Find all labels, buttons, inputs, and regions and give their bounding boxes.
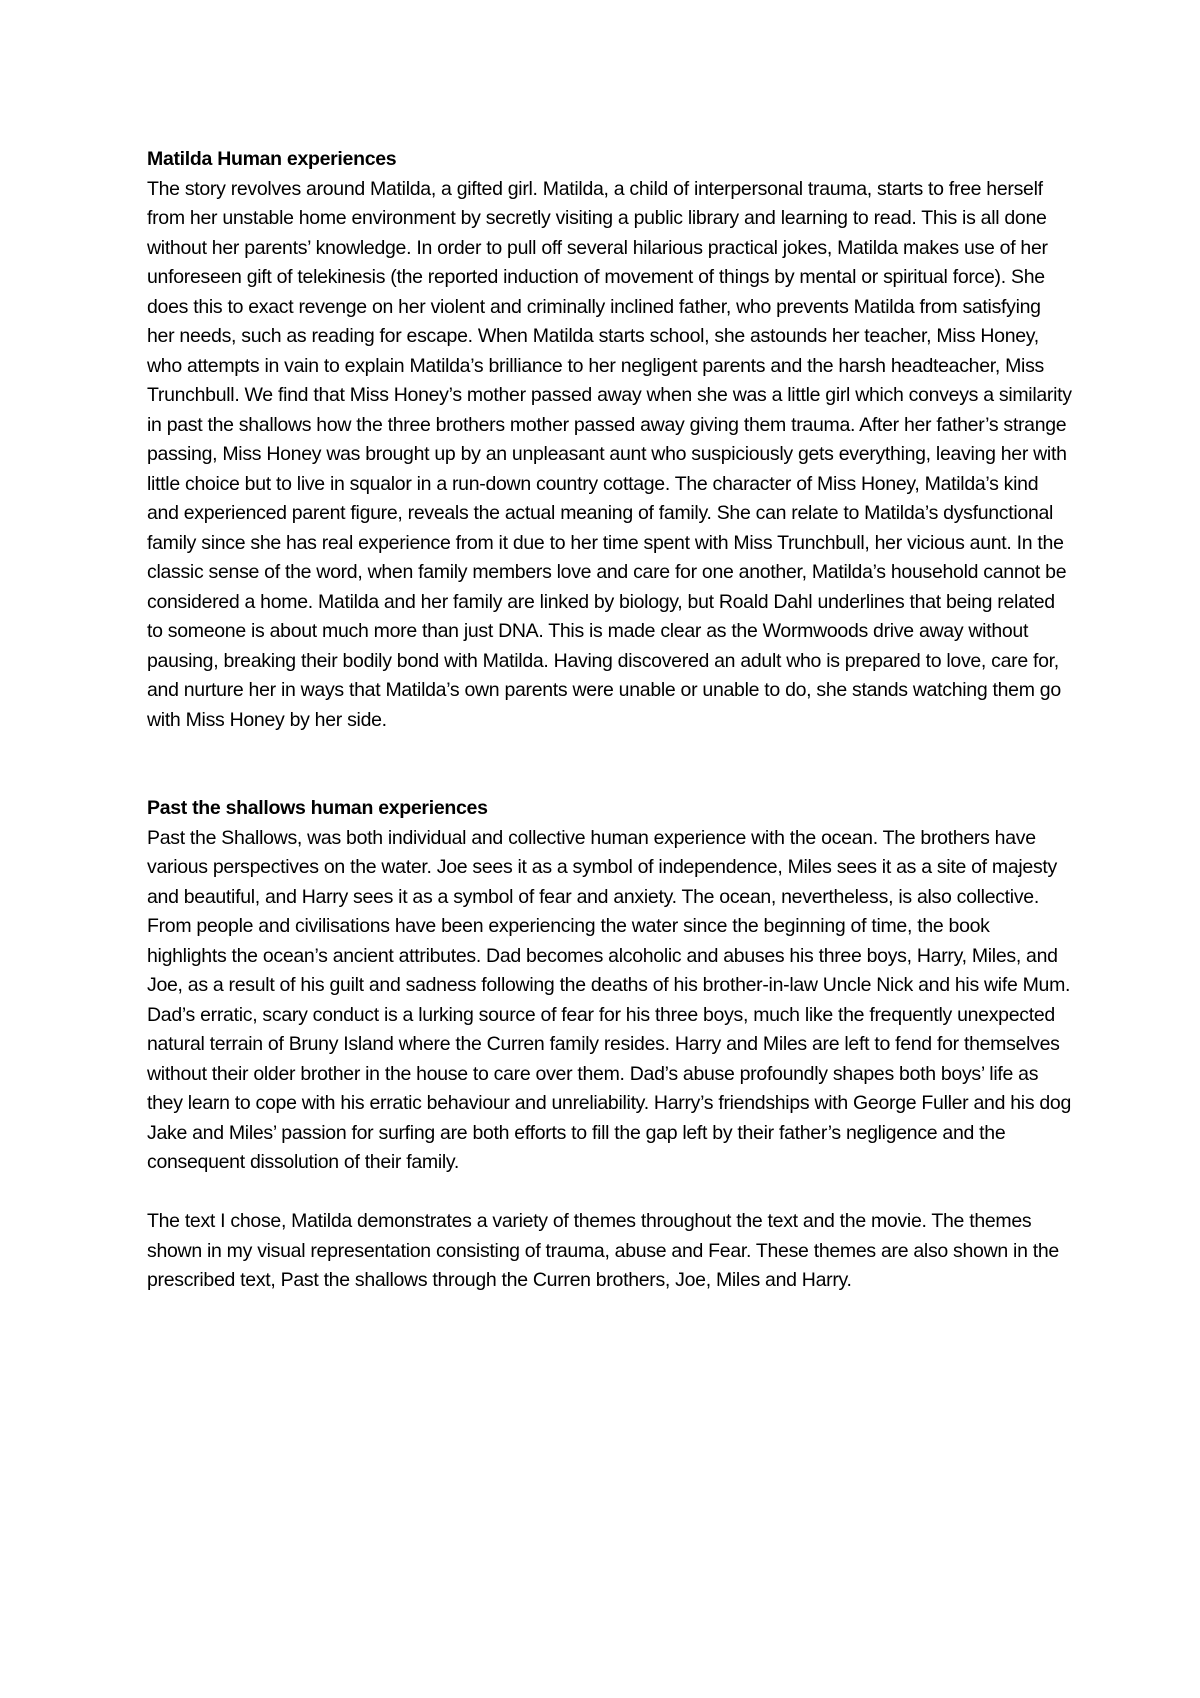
document-page <box>147 145 1072 1296</box>
matilda-section-title: Matilda Human experiences <box>147 148 397 170</box>
past-the-shallows-section-title: Past the shallows human experiences <box>147 797 488 819</box>
matilda-section <box>147 145 1072 735</box>
closing-paragraph: The text I chose, Matilda demonstrates a variety of themes throughout the text and the movie. The themes shown in my visual representation consisting of trauma, abuse and Fear. These themes are also shown in the prescribed text, Past the shallows through the Curren brothers, Joe, Miles and Harry. <box>147 1210 1059 1291</box>
past-the-shallows-section-body: Past the Shallows, was both individual and collective human experience with the ocean. The brothers have various perspectives on the water. Joe sees it as a symbol of independence, Miles sees it as a site of majesty and beautiful, and Harry sees it as a symbol of fear and anxiety. The ocean, nevertheless, is also collective. From people and civilisations have been experiencing the water since the beginning of time, the book highlights the ocean’s ancient attributes. Dad becomes alcoholic and abuses his three boys, Harry, Miles, and Joe, as a result of his guilt and sadness following the deaths of his brother-in-law Uncle Nick and his wife Mum. Dad’s erratic, scary conduct is a lurking source of fear for his three boys, much like the frequently unexpected natural terrain of Bruny Island where the Curren family resides. Harry and Miles are left to fend for themselves without their older brother in the house to care over them. Dad’s abuse profoundly shapes both boys’ life as they learn to cope with his erratic behaviour and unreliability. Harry’s friendships with George Fuller and his dog Jake and Miles’ passion for surfing are both efforts to fill the gap left by their father’s negligence and the consequent dissolution of their family. <box>147 826 1072 1173</box>
past-the-shallows-section <box>147 794 1072 1178</box>
matilda-section-body: The story revolves around Matilda, a gifted girl. Matilda, a child of interpersonal trauma, starts to free herself from her unstable home environment by secretly visiting a public library and learning to read. This is all done without her parents’ knowledge. In order to pull off several hilarious practical jokes, Matilda makes use of her unforeseen gift of telekinesis (the reported induction of movement of things by mental or spiritual force). She does this to exact revenge on her violent and criminally inclined father, who prevents Matilda from satisfying her needs, such as reading for escape. When Matilda starts school, she astounds her teacher, Miss Honey, who attempts in vain to explain Matilda’s brilliance to her negligent parents and the harsh headteacher, Miss Trunchbull. We find that Miss Honey’s mother passed away when she was a little girl which conveys a similarity in past the shallows how the three brothers mother passed away giving them trauma. After her father’s strange passing, Miss Honey was brought up by an unpleasant aunt who suspiciously gets everything, leaving her with little choice but to live in squalor in a run-down country cottage. The character of Miss Honey, Matilda’s kind and experienced parent figure, reveals the actual meaning of family. She can relate to Matilda’s dysfunctional family since she has real experience from it due to her time spent with Miss Trunchbull, her vicious aunt. In the classic sense of the word, when family members love and care for one another, Matilda’s household cannot be considered a home. Matilda and her family are linked by biology, but Roald Dahl underlines that being related to someone is about much more than just DNA. This is made clear as the Wormwoods drive away without pausing, breaking their bodily bond with Matilda. Having discovered an adult who is prepared to love, care for, and nurture her in ways that Matilda’s own parents were unable or unable to do, she stands watching them go with Miss Honey by her side. <box>147 177 1072 731</box>
